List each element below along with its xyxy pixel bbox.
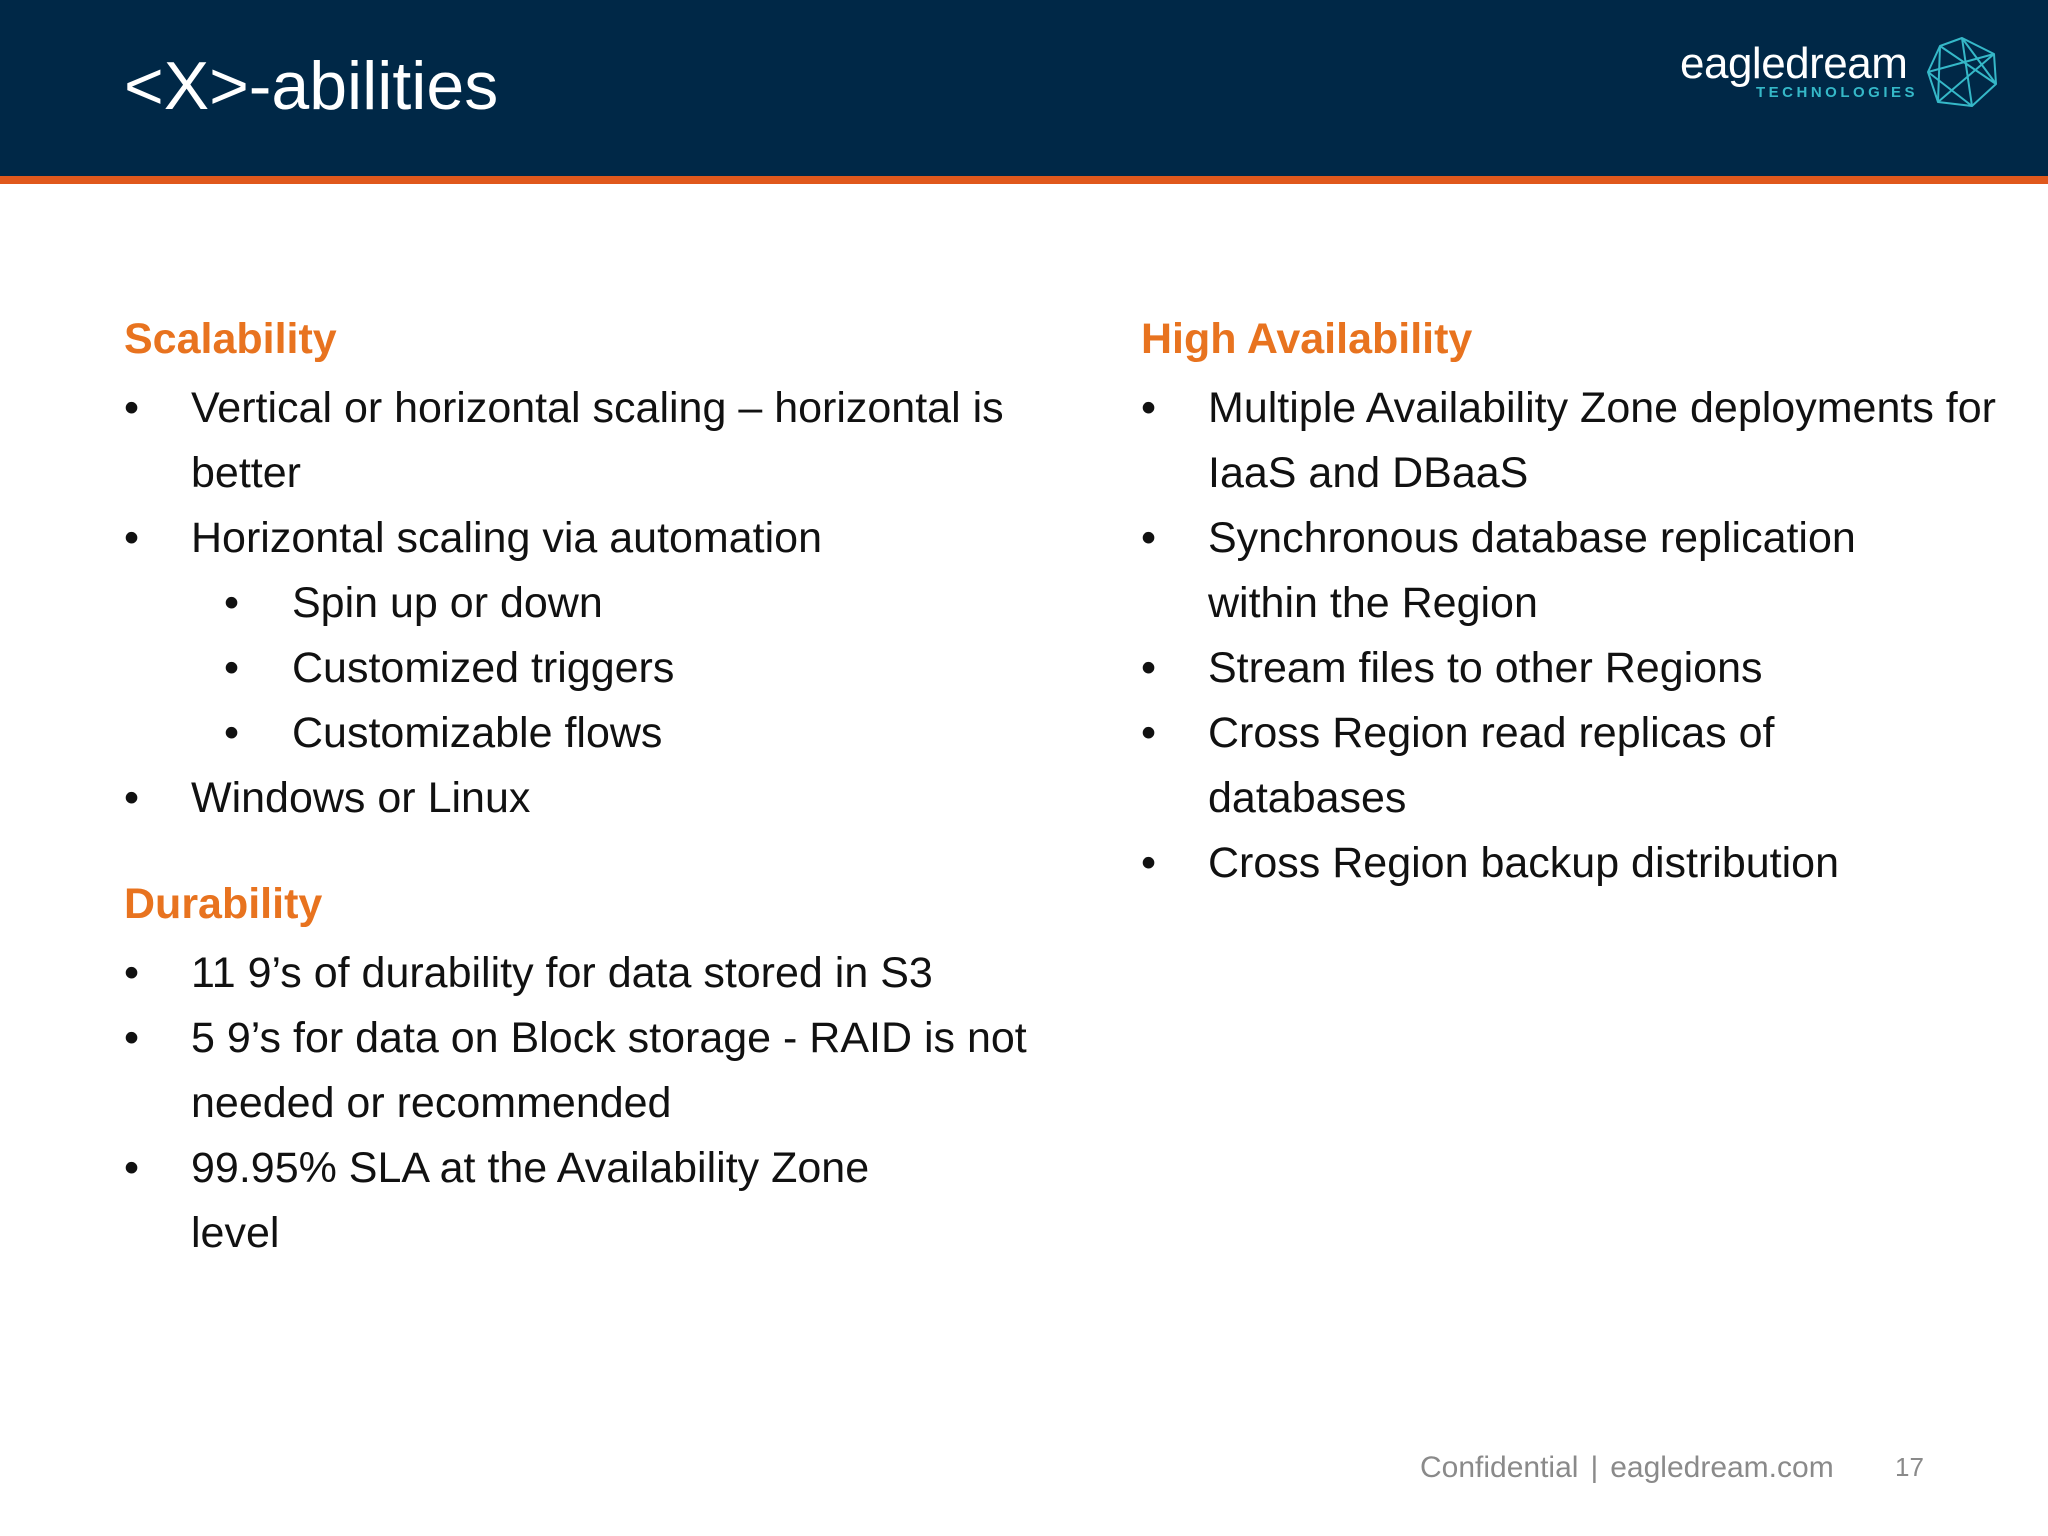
sub-list-item	[124, 636, 1024, 701]
scalability-list	[124, 372, 1024, 831]
page-number: 17	[1895, 1452, 1924, 1482]
list-item	[124, 941, 1024, 1006]
list-item	[1141, 701, 1948, 831]
list-item-text: Horizontal scaling via automation	[191, 514, 822, 562]
bullet-icon: •	[124, 1144, 140, 1192]
list-item	[124, 376, 1024, 506]
sub-list-item	[124, 701, 1024, 766]
list-item-text: Customized triggers	[292, 644, 675, 692]
list-item-text: Multiple Availability Zone deployments for IaaS and DBaaS	[1208, 384, 1996, 497]
list-item	[124, 766, 1024, 831]
list-item	[124, 1136, 931, 1266]
scalability-heading: Scalability	[124, 315, 337, 363]
footer-separator: |	[1590, 1451, 1599, 1484]
list-item	[124, 506, 1024, 571]
list-item-text: Vertical or horizontal scaling – horizontal is better	[191, 384, 1004, 497]
slide-footer	[1420, 1448, 1834, 1488]
list-item	[1141, 506, 1948, 636]
list-item-text: Windows or Linux	[191, 774, 531, 822]
logo-subtitle: TECHNOLOGIES	[1756, 84, 1919, 101]
section-spacer	[124, 831, 1024, 871]
slide-title: <X>-abilities	[124, 48, 499, 124]
bullet-icon: •	[224, 579, 240, 627]
list-item-text: Synchronous database replication within the Region	[1208, 514, 1856, 627]
bullet-icon: •	[124, 774, 140, 822]
bullet-icon: •	[124, 949, 140, 997]
durability-heading: Durability	[124, 880, 323, 928]
high-availability-list	[1141, 372, 2021, 896]
footer-website: eagledream.com	[1610, 1451, 1834, 1484]
bullet-icon: •	[1141, 514, 1157, 562]
list-item-text: 99.95% SLA at the Availability Zone level	[191, 1144, 870, 1257]
list-item	[124, 1006, 1091, 1136]
bullet-icon: •	[224, 644, 240, 692]
company-logo	[1676, 36, 2006, 112]
bullet-icon: •	[1141, 384, 1157, 432]
list-item-text: Stream files to other Regions	[1208, 644, 1763, 692]
logo-wordmark: eagledream	[1680, 39, 1908, 88]
left-column	[124, 306, 1027, 1266]
right-column	[1141, 306, 2021, 896]
bullet-icon: •	[124, 514, 140, 562]
list-item	[1141, 831, 2021, 896]
bullet-icon: •	[124, 1014, 140, 1062]
footer-confidential: Confidential	[1420, 1451, 1579, 1484]
list-item-text: 11 9’s of durability for data stored in S3	[191, 949, 933, 997]
bullet-icon: •	[124, 384, 140, 432]
bullet-icon: •	[224, 709, 240, 757]
bullet-icon: •	[1141, 709, 1157, 757]
header-accent-line	[0, 176, 2048, 184]
logo-geodesic-icon	[1924, 36, 2000, 108]
list-item-text: Cross Region backup distribution	[1208, 839, 1839, 887]
list-item-text: Customizable flows	[292, 709, 663, 757]
bullet-icon: •	[1141, 839, 1157, 887]
high-availability-heading: High Availability	[1141, 315, 1473, 363]
bullet-icon: •	[1141, 644, 1157, 692]
list-item-text: 5 9’s for data on Block storage - RAID is not needed or recommended	[191, 1014, 1027, 1127]
list-item-text: Cross Region read replicas of databases	[1208, 709, 1775, 822]
list-item-text: Spin up or down	[292, 579, 603, 627]
list-item	[1141, 636, 2021, 701]
durability-list	[124, 937, 1027, 1266]
list-item	[1141, 376, 2021, 506]
sub-list-item	[124, 571, 1024, 636]
